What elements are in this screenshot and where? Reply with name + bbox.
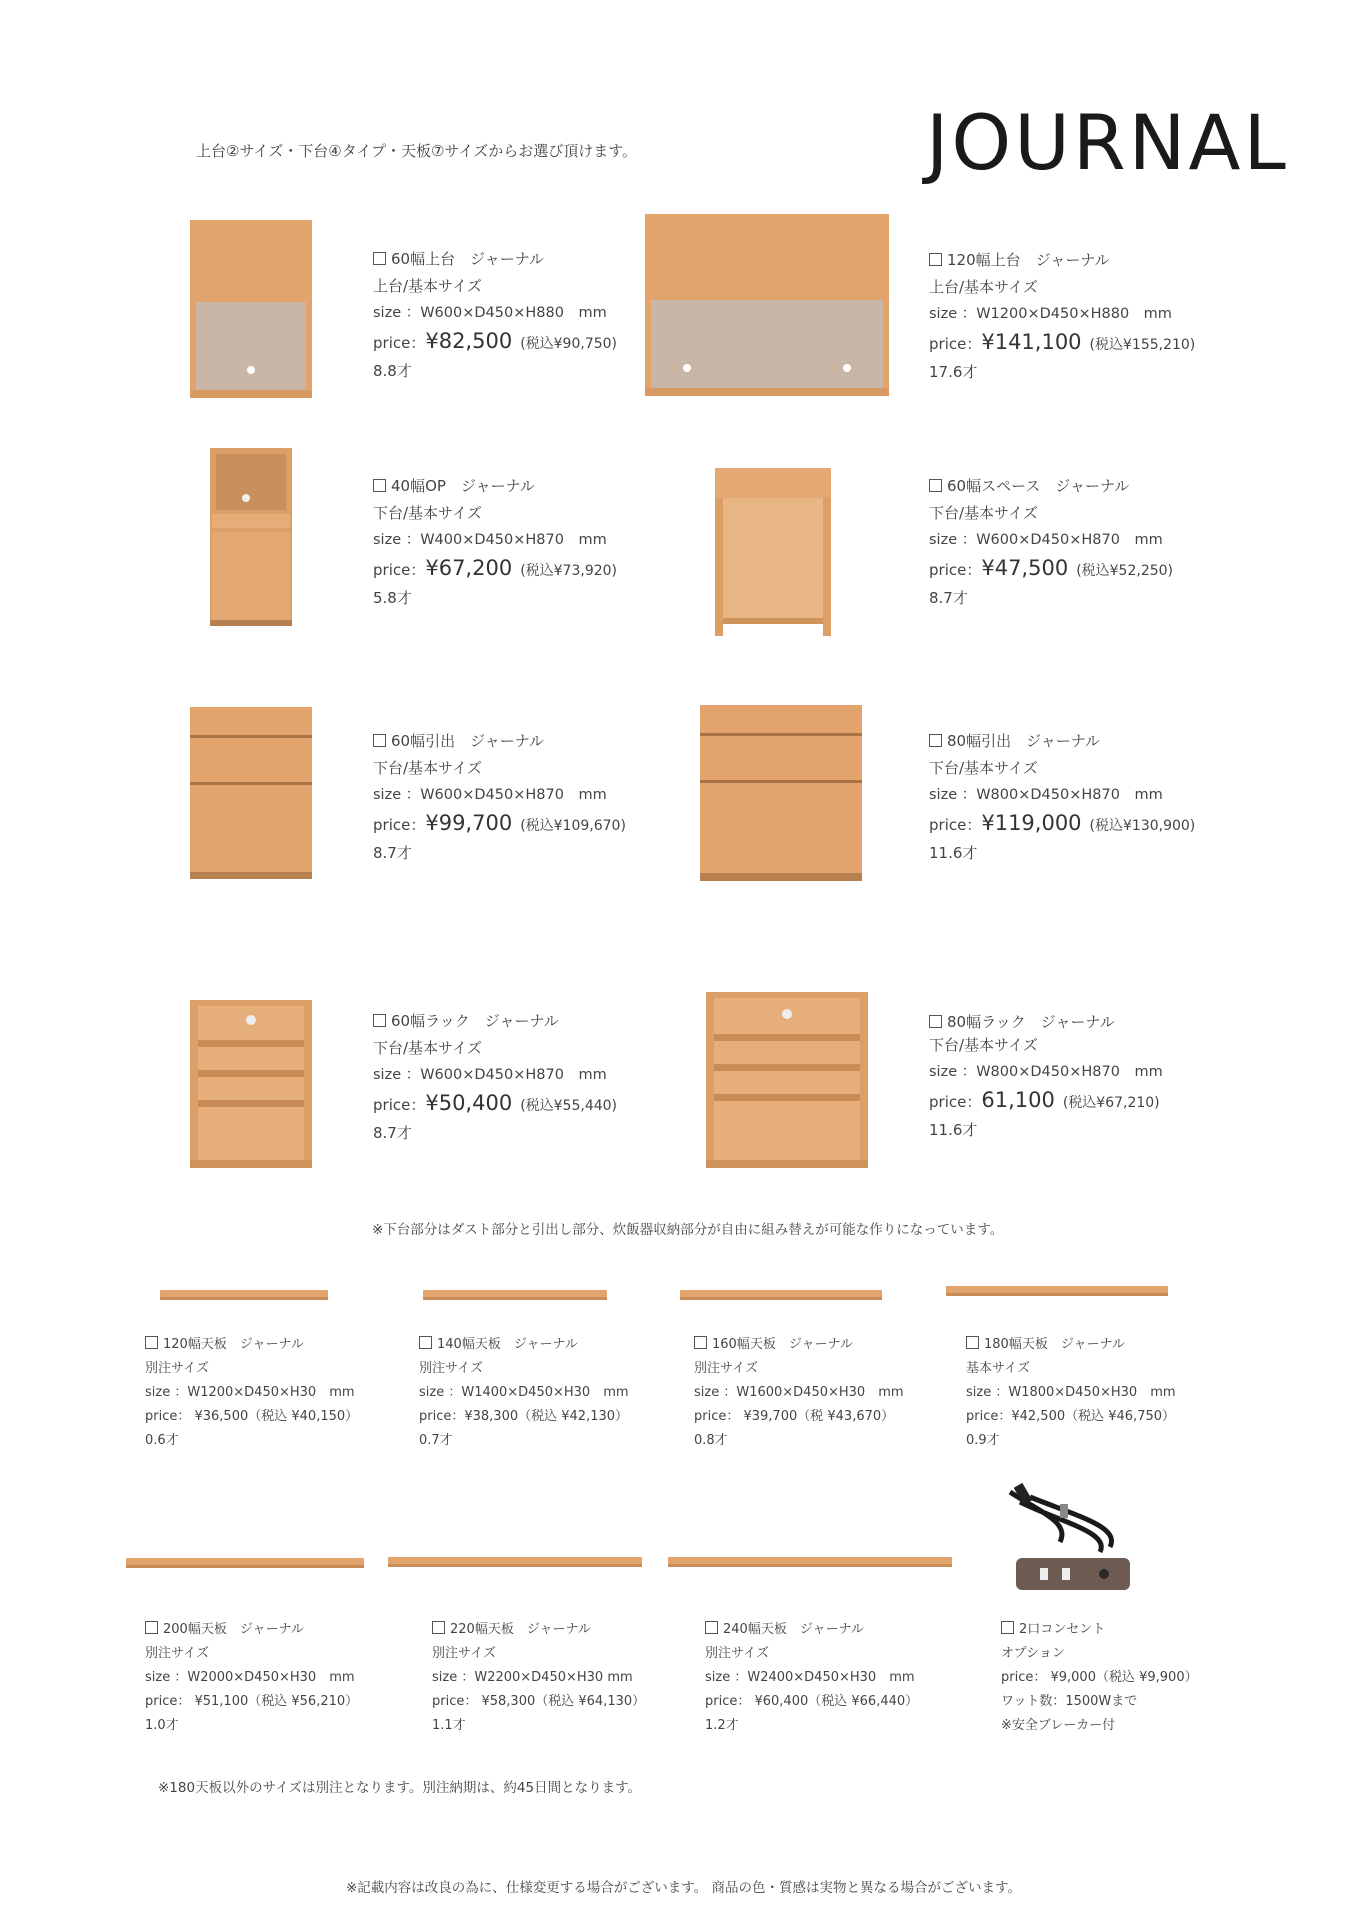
checkbox-icon [705, 1621, 718, 1634]
space-60-image [715, 468, 831, 636]
checkbox-icon [419, 1336, 432, 1349]
note-lower-units: ※下台部分はダスト部分と引出し部分、炊飯器収納部分が自由に組み替えが可能な作りになっています。 [372, 1222, 1004, 1238]
top-160: 160幅天板 ジャーナル 別注サイズ size ：W1600×D450×H30 mm price： ¥39,700（税 ¥43,670） 0.8才 [694, 1337, 904, 1448]
top-240: 240幅天板 ジャーナル 別注サイズ size ：W2400×D450×H30 mm price： ¥60,400（税込 ¥66,440） 1.2才 [705, 1622, 919, 1733]
footer-note: ※記載内容は改良の為に、仕様変更する場合がございます。 商品の色・質感は実物と異なる場合がございます。 [346, 1880, 1021, 1896]
checkbox-icon [929, 479, 942, 492]
product-rack-80: 80幅ラック ジャーナル 下台/基本サイズ size ：W800×D450×H870 mm price：61,100 (税込¥67,210) 11.6才 [929, 1013, 1163, 1139]
checkbox-icon [432, 1621, 445, 1634]
intro-text: 上台②サイズ・下台④タイプ・天板⑦サイズからお選び頂けます。 [196, 142, 637, 160]
product-op-40: 40幅OP ジャーナル 下台/基本サイズ size ：W400×D450×H870 mm price：¥67,200 (税込¥73,920) 5.8才 [373, 477, 618, 607]
rack-80-image [706, 992, 868, 1168]
checkbox-icon [145, 1621, 158, 1634]
top-180-image [946, 1286, 1168, 1296]
checkbox-icon [373, 252, 386, 265]
checkbox-icon [373, 479, 386, 492]
top-240-image [668, 1557, 952, 1567]
checkbox-icon [966, 1336, 979, 1349]
checkbox-icon [1001, 1621, 1014, 1634]
drawer-60-image [190, 707, 312, 879]
checkbox-icon [145, 1336, 158, 1349]
upper-60-image [190, 220, 312, 398]
rack-60-image [190, 1000, 312, 1168]
checkbox-icon [694, 1336, 707, 1349]
checkbox-icon [929, 734, 942, 747]
product-upper-120: 120幅上台 ジャーナル 上台/基本サイズ size ：W1200×D450×H880 mm price：¥141,100 (税込¥155,210) 17.6才 [929, 251, 1196, 381]
note-tops: ※180天板以外のサイズは別注となります。別注納期は、約45日間となります。 [158, 1780, 642, 1796]
drawer-80-image [700, 705, 862, 881]
checkbox-icon [373, 734, 386, 747]
top-140: 140幅天板 ジャーナル 別注サイズ size ：W1400×D450×H30 mm price：¥38,300（税込 ¥42,130） 0.7才 [419, 1337, 629, 1448]
product-rack-60: 60幅ラック ジャーナル 下台/基本サイズ size ：W600×D450×H870 mm price：¥50,400 (税込¥55,440) 8.7才 [373, 1012, 618, 1142]
top-200-image [126, 1558, 364, 1568]
top-120: 120幅天板 ジャーナル 別注サイズ size ：W1200×D450×H30 mm price： ¥36,500（税込 ¥40,150） 0.6才 [145, 1337, 359, 1448]
top-120-image [160, 1290, 328, 1300]
op-40-image [210, 448, 292, 626]
product-drawer-80: 80幅引出 ジャーナル 下台/基本サイズ size ：W800×D450×H870 mm price：¥119,000 (税込¥130,900) 11.6才 [929, 732, 1196, 862]
brand-logo: JOURNAL [926, 98, 1289, 187]
top-140-image [423, 1290, 607, 1300]
checkbox-icon [929, 1015, 942, 1028]
top-160-image [680, 1290, 882, 1300]
checkbox-icon [373, 1014, 386, 1027]
product-space-60: 60幅スペース ジャーナル 下台/基本サイズ size ：W600×D450×H870 mm price：¥47,500 (税込¥52,250) 8.7才 [929, 477, 1174, 607]
product-drawer-60: 60幅引出 ジャーナル 下台/基本サイズ size ：W600×D450×H870 mm price：¥99,700 (税込¥109,670) 8.7才 [373, 732, 626, 862]
top-220-image [388, 1557, 642, 1567]
outlet-option: 2口コンセント オプション price： ¥9,000（税込 ¥9,900） ワット数：1500Wまで ※安全ブレーカー付 [1001, 1622, 1198, 1733]
top-180: 180幅天板 ジャーナル 基本サイズ size ：W1800×D450×H30 mm price：¥42,500（税込 ¥46,750） 0.9才 [966, 1337, 1176, 1448]
upper-120-image [645, 214, 889, 396]
top-200: 200幅天板 ジャーナル 別注サイズ size ：W2000×D450×H30 mm price： ¥51,100（税込 ¥56,210） 1.0才 [145, 1622, 359, 1733]
product-upper-60: 60幅上台 ジャーナル 上台/基本サイズ size ：W600×D450×H880 mm price：¥82,500 (税込¥90,750) 8.8才 [373, 250, 618, 380]
checkbox-icon [929, 253, 942, 266]
outlet-image [1000, 1482, 1132, 1592]
top-220: 220幅天板 ジャーナル 別注サイズ size ：W2200×D450×H30 mm price： ¥58,300（税込 ¥64,130） 1.1才 [432, 1622, 646, 1733]
